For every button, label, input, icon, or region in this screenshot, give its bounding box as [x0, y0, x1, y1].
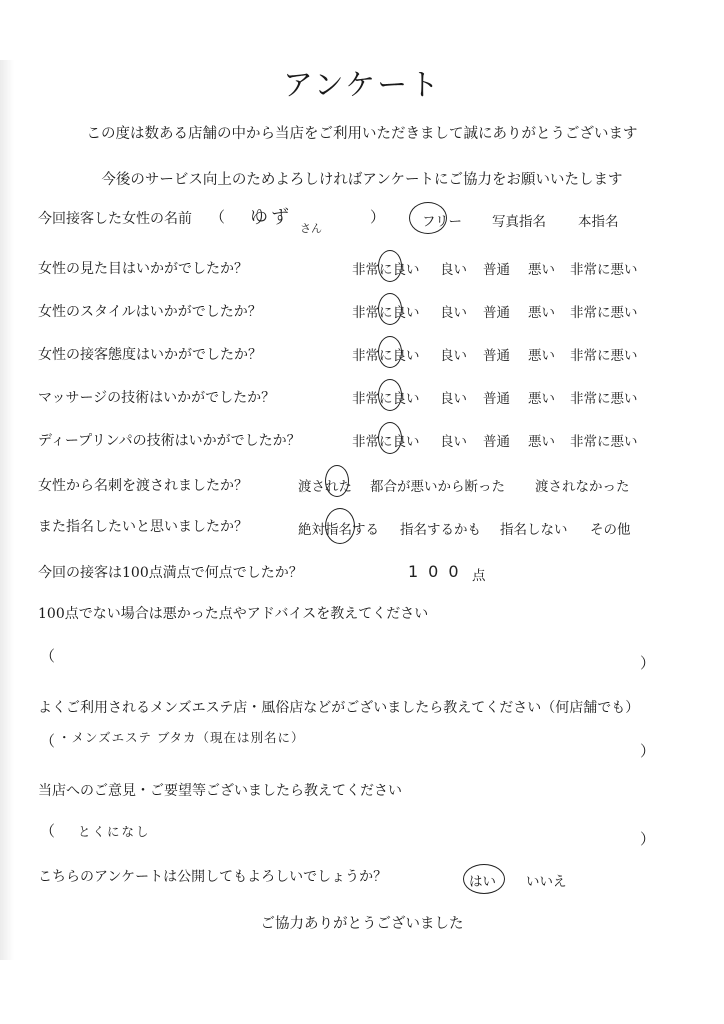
- rating-question-deep-lymph: ディープリンパの技術はいかがでしたか？: [38, 433, 301, 449]
- rating-2-opt-good[interactable]: 良い: [440, 305, 467, 321]
- selected-circle-rating-1: [378, 250, 402, 282]
- selected-circle-card: [325, 465, 349, 497]
- option-regular-nomination[interactable]: 本指名: [578, 214, 619, 230]
- rating-5-opt-normal[interactable]: 普通: [483, 434, 510, 450]
- option-card-declined[interactable]: 都合が悪いから断った: [370, 479, 505, 495]
- score-question: 今回の接客は100点満点で何点でしたか？: [38, 565, 303, 581]
- other-shops-close-paren: ）: [640, 742, 656, 760]
- advice-close-paren: ）: [640, 654, 656, 672]
- name-open-paren: （: [210, 208, 226, 226]
- rating-5-opt-good[interactable]: 良い: [440, 434, 467, 450]
- option-publish-yes[interactable]: はい: [469, 874, 496, 890]
- rating-3-opt-very-bad[interactable]: 非常に悪い: [570, 348, 638, 364]
- selected-circle-rating-4: [378, 379, 402, 411]
- selected-circle-renominate: [325, 508, 355, 544]
- rating-5-opt-very-good[interactable]: 非常に良い: [352, 434, 420, 450]
- rating-1-opt-very-good[interactable]: 非常に良い: [352, 262, 420, 278]
- rating-5-opt-bad[interactable]: 悪い: [528, 434, 555, 450]
- rating-4-opt-very-good[interactable]: 非常に良い: [352, 391, 420, 407]
- selected-circle-rating-3: [378, 336, 402, 368]
- opinions-open-paren: （: [40, 822, 56, 840]
- scan-edge-shadow: [0, 60, 14, 960]
- option-not-nominate[interactable]: 指名しない: [500, 522, 568, 538]
- renominate-question: また指名したいと思いましたか？: [38, 519, 248, 535]
- handwritten-score: 100: [408, 562, 469, 581]
- selected-circle-rating-2: [378, 293, 402, 325]
- option-card-not-received[interactable]: 渡されなかった: [535, 479, 630, 495]
- intro-line-2: 今後のサービス向上のためよろしければアンケートにご協力をお願いいたします: [101, 172, 623, 188]
- rating-question-massage: マッサージの技術はいかがでしたか？: [38, 390, 276, 406]
- rating-2-opt-very-good[interactable]: 非常に良い: [352, 305, 420, 321]
- name-close-paren: ）: [370, 208, 386, 226]
- rating-4-opt-good[interactable]: 良い: [440, 391, 467, 407]
- page-title: アンケート: [282, 68, 442, 103]
- opinions-question: 当店へのご意見・ご要望等ございましたら教えてください: [38, 783, 402, 799]
- score-unit: 点: [472, 568, 486, 584]
- selected-circle-free: [409, 202, 447, 234]
- rating-1-opt-normal[interactable]: 普通: [483, 262, 510, 278]
- rating-question-style: 女性のスタイルはいかがでしたか？: [38, 304, 262, 320]
- other-shops-open-paren: （: [40, 732, 56, 750]
- rating-4-opt-normal[interactable]: 普通: [483, 391, 510, 407]
- rating-2-opt-bad[interactable]: 悪い: [528, 305, 555, 321]
- other-shops-answer[interactable]: ・メンズエステ ブタカ（現在は別名に）: [58, 730, 305, 745]
- opinions-close-paren: ）: [640, 830, 656, 848]
- option-card-received[interactable]: 渡された: [298, 479, 352, 495]
- rating-2-opt-normal[interactable]: 普通: [483, 305, 510, 321]
- business-card-question: 女性から名刺を渡されましたか？: [38, 478, 248, 494]
- rating-question-appearance: 女性の見た目はいかがでしたか？: [38, 261, 248, 277]
- option-definitely-nominate[interactable]: 絶対指名する: [298, 522, 379, 538]
- rating-1-opt-very-bad[interactable]: 非常に悪い: [570, 262, 638, 278]
- rating-3-opt-normal[interactable]: 普通: [483, 348, 510, 364]
- rating-4-opt-bad[interactable]: 悪い: [528, 391, 555, 407]
- honorific-san: さん: [300, 222, 322, 235]
- rating-1-opt-bad[interactable]: 悪い: [528, 262, 555, 278]
- rating-5-opt-very-bad[interactable]: 非常に悪い: [570, 434, 638, 450]
- publish-question: こちらのアンケートは公開してもよろしいでしょうか？: [38, 869, 388, 885]
- rating-question-attitude: 女性の接客態度はいかがでしたか？: [38, 347, 262, 363]
- handwritten-girl-name: ゆず: [250, 207, 292, 228]
- option-photo-nomination[interactable]: 写真指名: [492, 214, 546, 230]
- name-question-label: 今回接客した女性の名前: [38, 211, 192, 227]
- rating-3-opt-very-good[interactable]: 非常に良い: [352, 348, 420, 364]
- option-publish-no[interactable]: いいえ: [526, 874, 567, 890]
- rating-4-opt-very-bad[interactable]: 非常に悪い: [570, 391, 638, 407]
- option-other[interactable]: その他: [590, 522, 631, 538]
- rating-2-opt-very-bad[interactable]: 非常に悪い: [570, 305, 638, 321]
- rating-3-opt-bad[interactable]: 悪い: [528, 348, 555, 364]
- selected-circle-publish: [463, 864, 505, 894]
- advice-open-paren: （: [40, 647, 56, 665]
- opinions-answer[interactable]: とくになし: [78, 824, 151, 839]
- option-free[interactable]: フリー: [422, 214, 462, 230]
- selected-circle-rating-5: [378, 422, 402, 454]
- closing-message: ご協力ありがとうございました: [260, 916, 464, 932]
- option-maybe-nominate[interactable]: 指名するかも: [400, 522, 481, 538]
- rating-1-opt-good[interactable]: 良い: [440, 262, 467, 278]
- rating-3-opt-good[interactable]: 良い: [440, 348, 467, 364]
- intro-line-1: この度は数ある店舗の中から当店をご利用いただきまして誠にありがとうございます: [86, 126, 638, 142]
- other-shops-question: よくご利用されるメンズエステ店・風俗店などがございましたら教えてください（何店舗でも）: [38, 700, 640, 716]
- advice-question: 100点でない場合は悪かった点やアドバイスを教えてください: [38, 606, 429, 622]
